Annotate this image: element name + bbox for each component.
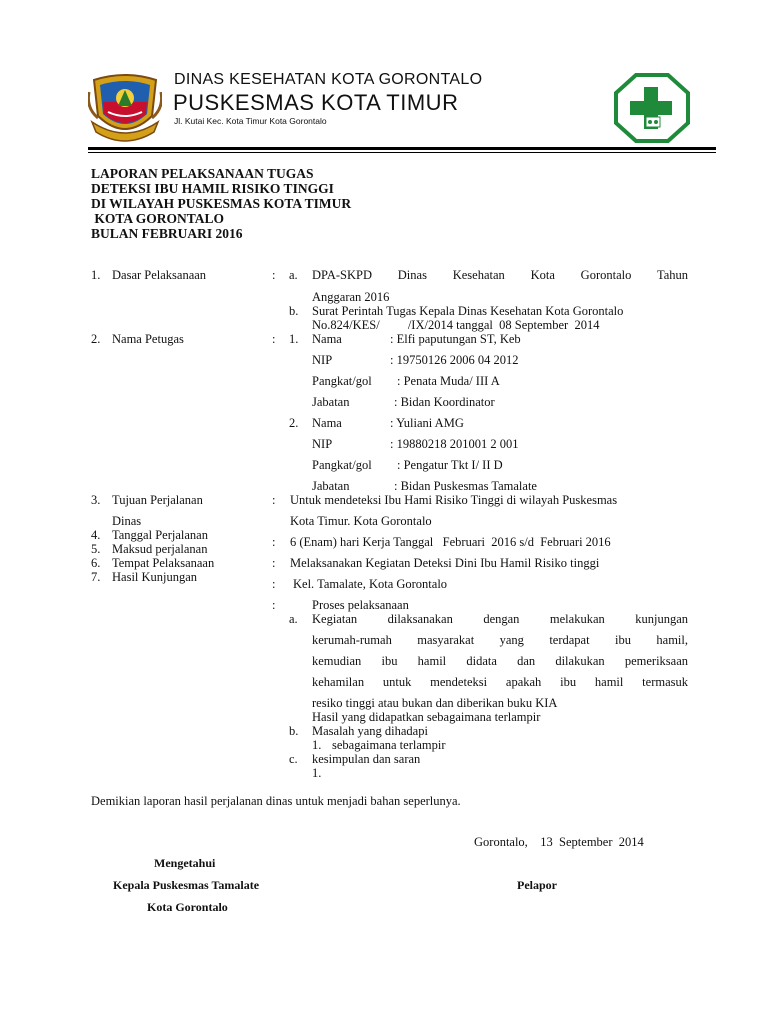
dasar-b-text2: No.824/KES/ /IX/2014 tanggal 08 September 2014 (312, 318, 600, 332)
petugas-number: 2. (289, 416, 299, 430)
field-label: Jabatan (312, 395, 350, 409)
item-number: 5. (91, 542, 101, 556)
hasil-b2: sebagaimana terlampir (332, 738, 446, 752)
tujuan-line2: Kota Timur. Kota Gorontalo (290, 514, 432, 528)
hasil-c2-number: 1. (312, 766, 322, 780)
item-label-tujuan-cont: Dinas (112, 514, 142, 528)
hasil-c1: kesimpulan dan saran (312, 752, 421, 766)
puskesmas-name: PUSKESMAS KOTA TIMUR (173, 90, 459, 115)
hasil-b1: Masalah yang dihadapi (312, 724, 428, 738)
hasil-proses: Proses pelaksanaan (312, 598, 409, 612)
hasil-a2: kerumah-rumah masyarakat yang terdapat ibu hamil, (312, 633, 688, 647)
report-title-line2: DETEKSI IBU HAMIL RISIKO TINGGI (91, 181, 334, 196)
colon: : (272, 556, 276, 570)
dasar-a-text: DPA-SKPD Dinas Kesehatan Kota Gorontalo Tahun (312, 268, 688, 282)
hasil-a5: resiko tinggi atau bukan dan diberikan buku KIA (312, 696, 558, 710)
item-number: 1. (91, 268, 101, 282)
tujuan-line1: Untuk mendeteksi Ibu Hami Risiko Tinggi di wilayah Puskesmas (290, 493, 618, 507)
field-value: : Bidan Puskesmas Tamalate (394, 479, 537, 493)
field-value: : Bidan Koordinator (394, 395, 495, 409)
colon: : (272, 332, 276, 346)
item-number: 3. (91, 493, 101, 507)
colon: : (272, 493, 276, 507)
field-value: : Elfi paputungan ST, Keb (390, 332, 521, 346)
item-number: 2. (91, 332, 101, 346)
hasil-a6: Hasil yang didapatkan sebagaimana terlampir (312, 710, 541, 724)
maksud-value: Melaksanakan Kegiatan Deteksi Dini Ibu Hamil Risiko tinggi (290, 556, 600, 570)
agency-name: DINAS KESEHATAN KOTA GORONTALO (174, 71, 483, 88)
signature-mengetahui: Mengetahui (154, 856, 216, 870)
report-title-line4: KOTA GORONTALO (91, 211, 225, 226)
hasil-a3: kemudian ibu hamil didata dan dilakukan pemeriksaan (312, 654, 688, 668)
field-label: Nama (312, 332, 342, 346)
item-label-maksud: Maksud perjalanan (112, 542, 208, 556)
hasil-a1: Kegiatan dilaksanakan dengan melakukan kunjungan (312, 612, 688, 626)
dasar-a-text2: Anggaran 2016 (312, 290, 390, 304)
hasil-a4: kehamilan untuk mendeteksi apakah ibu hamil termasuk (312, 675, 688, 689)
list-marker: a. (289, 612, 298, 626)
item-number: 7. (91, 570, 101, 584)
signature-pelapor: Pelapor (517, 878, 557, 892)
item-number: 6. (91, 556, 101, 570)
field-value: : Yuliani AMG (390, 416, 464, 430)
signature-kota: Kota Gorontalo (147, 900, 228, 914)
colon: : (272, 535, 276, 549)
puskesmas-logo (614, 73, 690, 143)
report-title-line3: DI WILAYAH PUSKESMAS KOTA TIMUR (91, 196, 352, 211)
field-label: Jabatan (312, 479, 350, 493)
field-value: : Penata Muda/ III A (397, 374, 500, 388)
list-marker: c. (289, 752, 298, 766)
header-divider-thin (88, 152, 716, 153)
address-line: Jl. Kutai Kec. Kota Timur Kota Gorontalo (174, 116, 327, 126)
item-label-tujuan: Tujuan Perjalanan (112, 493, 203, 507)
city-emblem-logo (88, 72, 162, 142)
signature-kepala: Kepala Puskesmas Tamalate (113, 878, 260, 892)
report-title-line1: LAPORAN PELAKSANAAN TUGAS (91, 166, 314, 181)
dasar-b-text: Surat Perintah Tugas Kepala Dinas Kesehatan Kota Gorontalo (312, 304, 624, 318)
item-label-petugas: Nama Petugas (112, 332, 184, 346)
closing-statement: Demikian laporan hasil perjalanan dinas untuk menjadi bahan seperlunya. (91, 794, 461, 808)
item-label-tanggal: Tanggal Perjalanan (112, 528, 208, 542)
list-marker: b. (289, 304, 299, 318)
report-title-line5: BULAN FEBRUARI 2016 (91, 226, 243, 241)
hasil-b2-number: 1. (312, 738, 322, 752)
field-label: Nama (312, 416, 342, 430)
field-label: Pangkat/gol (312, 458, 372, 472)
colon: : (272, 268, 276, 282)
list-marker: b. (289, 724, 299, 738)
tanggal-value: 6 (Enam) hari Kerja Tanggal Februari 2016 s/d Februari 2016 (290, 535, 611, 549)
colon: : (272, 577, 276, 591)
tempat-value: Kel. Tamalate, Kota Gorontalo (293, 577, 448, 591)
item-label-tempat: Tempat Pelaksanaan (112, 556, 215, 570)
field-label: Pangkat/gol (312, 374, 372, 388)
field-value: : 19880218 201001 2 001 (390, 437, 519, 451)
field-value: : 19750126 2006 04 2012 (390, 353, 519, 367)
item-number: 4. (91, 528, 101, 542)
field-label: NIP (312, 353, 333, 367)
field-value: : Pengatur Tkt I/ II D (397, 458, 503, 472)
colon: : (272, 598, 276, 612)
list-marker: a. (289, 268, 298, 282)
petugas-number: 1. (289, 332, 299, 346)
date-line: Gorontalo, 13 September 2014 (474, 835, 644, 849)
item-label-hasil: Hasil Kunjungan (112, 570, 198, 584)
item-label-dasar: Dasar Pelaksanaan (112, 268, 207, 282)
field-label: NIP (312, 437, 333, 451)
header-divider (88, 147, 716, 150)
